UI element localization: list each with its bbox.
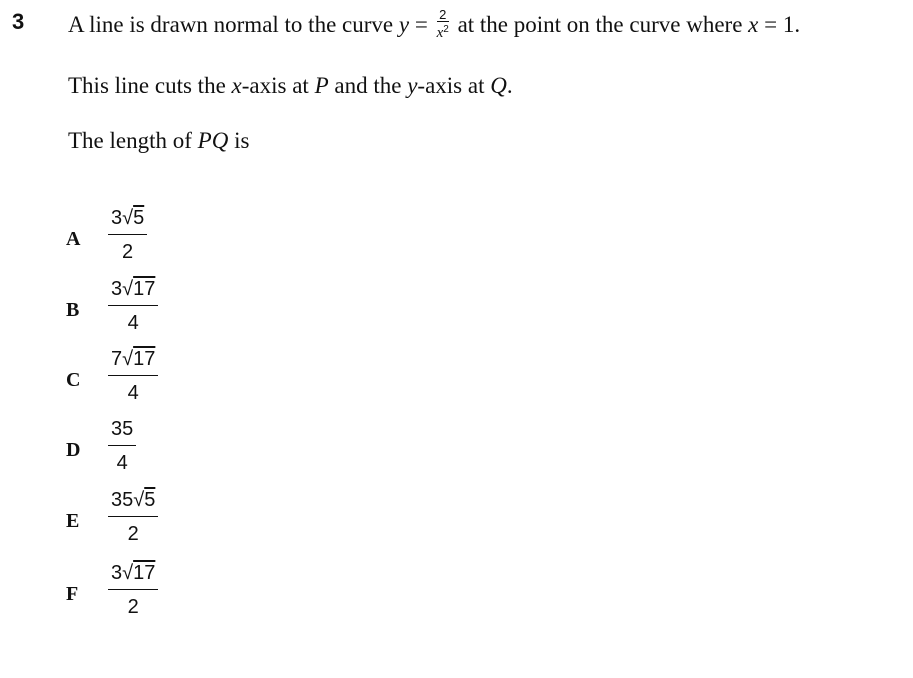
option-b[interactable]: [0, 277, 913, 347]
curve-fraction-numerator: 2: [437, 8, 449, 22]
option-e[interactable]: [0, 488, 913, 558]
x-variable: x: [748, 11, 759, 37]
option-letter: A: [66, 228, 81, 250]
option-denominator: 2: [127, 523, 139, 545]
option-fraction: [108, 277, 158, 335]
curve-fraction: [437, 8, 449, 41]
option-denominator: 2: [122, 241, 134, 263]
option-letter: E: [66, 510, 80, 532]
curve-fraction-denominator: [437, 22, 449, 41]
question-line-3: [68, 128, 249, 154]
intro-text-2: at the point on the curve where: [451, 11, 749, 37]
option-fraction: [108, 561, 158, 619]
option-numerator: [108, 417, 136, 446]
curve-y-variable: y: [398, 11, 410, 37]
question-line-2: [68, 73, 513, 99]
option-coefficient: 3: [111, 562, 123, 584]
option-denominator: 2: [127, 596, 139, 618]
point-p: P: [314, 73, 329, 98]
line2-text-4: -axis at: [417, 73, 491, 98]
radical-sign: √: [133, 489, 145, 511]
line3-text-1: The length of: [68, 128, 198, 153]
point-q: Q: [490, 73, 507, 98]
option-radicand: 5: [133, 207, 145, 229]
radical-sign: √: [122, 207, 134, 229]
curve-denominator-exponent: 2: [443, 24, 449, 35]
option-numerator: [108, 488, 158, 517]
option-letter: F: [66, 583, 79, 605]
option-fraction: [108, 206, 147, 264]
option-f[interactable]: [0, 561, 913, 631]
segment-pq: PQ: [197, 128, 229, 153]
option-fraction: [108, 488, 158, 546]
option-letter: D: [66, 439, 81, 461]
option-denominator: 4: [127, 312, 139, 334]
option-numerator: [108, 347, 158, 376]
option-fraction: [108, 347, 158, 405]
radical-sign: √: [122, 348, 134, 370]
curve-denominator-variable: x: [436, 25, 444, 41]
intro-text-1: A line is drawn normal to the curve: [68, 11, 399, 37]
question-line-1: [68, 7, 801, 43]
radical-sign: √: [122, 562, 134, 584]
x-axis-variable: x: [231, 73, 242, 98]
option-a[interactable]: [0, 206, 913, 276]
line2-text-2: -axis at: [241, 73, 315, 98]
option-radicand: 17: [133, 278, 156, 300]
line3-text-2: is: [228, 128, 250, 153]
option-numerator: [108, 277, 158, 306]
x-value: = 1.: [758, 11, 801, 37]
option-letter: C: [66, 369, 81, 391]
line2-text-1: This line cuts the: [68, 73, 232, 98]
option-coefficient: 7: [111, 348, 123, 370]
line2-text-5: .: [506, 73, 513, 98]
line2-text-3: and the: [328, 73, 408, 98]
option-radicand: 5: [144, 489, 156, 511]
radical-sign: √: [122, 278, 134, 300]
option-numerator: [108, 561, 158, 590]
option-denominator: 4: [116, 452, 128, 474]
option-denominator: 4: [127, 382, 139, 404]
y-axis-variable: y: [407, 73, 418, 98]
option-numerator: [108, 206, 147, 235]
option-coefficient: 35: [111, 489, 134, 511]
option-radicand: 17: [133, 348, 156, 370]
option-d[interactable]: [0, 417, 913, 487]
option-radicand: 17: [133, 562, 156, 584]
option-coefficient: 3: [111, 278, 123, 300]
option-letter: B: [66, 299, 80, 321]
option-coefficient: 35: [111, 418, 134, 440]
option-c[interactable]: [0, 347, 913, 417]
question-number: 3: [12, 9, 25, 34]
option-fraction: [108, 417, 136, 475]
equals-sign: =: [409, 11, 434, 37]
option-coefficient: 3: [111, 207, 123, 229]
